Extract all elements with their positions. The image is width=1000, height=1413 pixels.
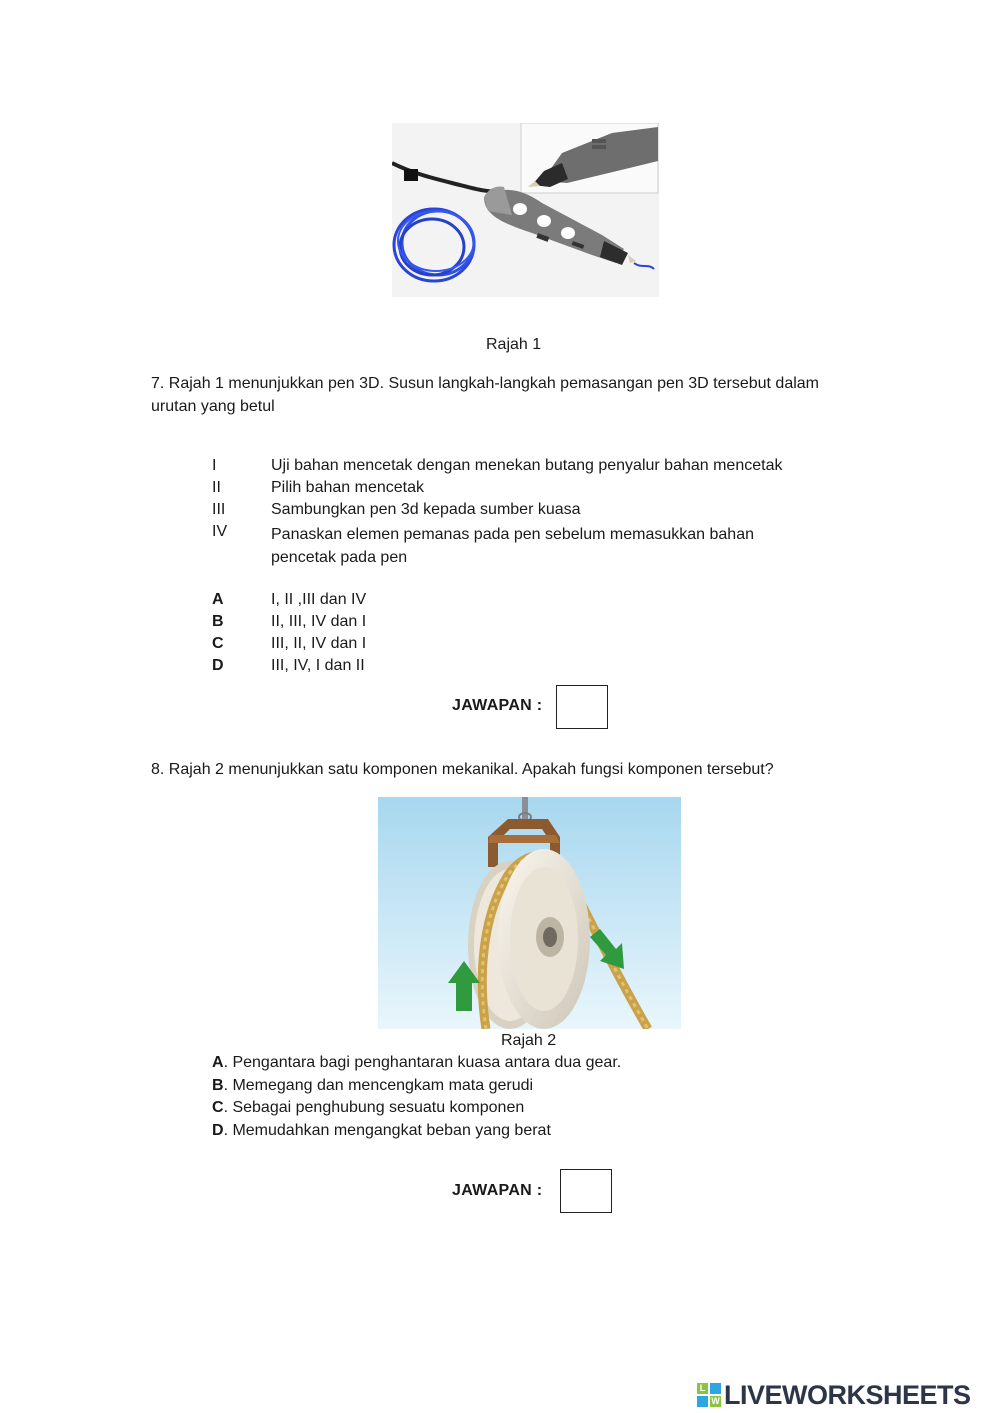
- logo-mark-icon: [697, 1383, 721, 1407]
- option-letter: D: [212, 1121, 224, 1139]
- step-text: Panaskan elemen pemanas pada pen sebelum memasukkan bahan pencetak pada pen: [271, 526, 754, 566]
- logo-text: LIVEWORKSHEETS: [724, 1379, 971, 1410]
- question-8-options: [212, 1054, 812, 1144]
- question-8-answer-label: JAWAPAN :: [452, 1182, 543, 1199]
- option-row[interactable]: [212, 657, 612, 679]
- step-text: Sambungkan pen 3d kepada sumber kuasa: [271, 501, 581, 518]
- option-text: III, IV, I dan II: [271, 657, 365, 674]
- step-text: Pilih bahan mencetak: [271, 479, 424, 496]
- option-text: . Pengantara bagi penghantaran kuasa antara dua gear.: [223, 1054, 622, 1071]
- option-text: II, III, IV dan I: [271, 613, 367, 630]
- option-row[interactable]: [212, 591, 612, 613]
- 3d-pen-illustration: [392, 123, 659, 297]
- step-number: II: [212, 479, 221, 496]
- option-letter: B: [212, 613, 224, 630]
- pulley-illustration: [378, 797, 681, 1029]
- question-7-steps: [212, 457, 832, 569]
- option-row[interactable]: [212, 1077, 812, 1100]
- option-text: . Memegang dan mencengkam mata gerudi: [223, 1076, 534, 1094]
- option-letter: C: [212, 635, 224, 652]
- step-text: Uji bahan mencetak dengan menekan butang penyalur bahan mencetak: [271, 457, 783, 474]
- option-text: III, II, IV dan I: [271, 635, 367, 652]
- question-7-options: [212, 591, 612, 679]
- option-letter: A: [212, 591, 224, 608]
- option-letter: D: [212, 657, 224, 674]
- option-text: . Sebagai penghubung sesuatu komponen: [223, 1099, 525, 1116]
- option-letter: B: [212, 1076, 224, 1094]
- option-row[interactable]: [212, 1054, 812, 1077]
- logo-block: [710, 1383, 721, 1394]
- logo-w-block: W: [711, 1396, 720, 1406]
- step-row: [212, 457, 832, 479]
- step-number: I: [212, 457, 217, 474]
- option-letter: A: [212, 1054, 224, 1071]
- question-7-text: 7. Rajah 1 menunjukkan pen 3D. Susun langkah-langkah pemasangan pen 3D tersebut dalam urutan yang betul: [151, 375, 819, 415]
- question-8-text: 8. Rajah 2 menunjukkan satu komponen mekanikal. Apakah fungsi komponen tersebut?: [151, 761, 774, 778]
- option-letter: C: [212, 1099, 224, 1116]
- option-text: I, II ,III dan IV: [271, 591, 367, 608]
- step-row: [212, 501, 832, 523]
- step-row: [212, 479, 832, 501]
- step-number: III: [212, 501, 226, 518]
- option-row[interactable]: [212, 1099, 812, 1122]
- option-row[interactable]: [212, 635, 612, 657]
- figure-1-caption: Rajah 1: [486, 336, 542, 353]
- question-7-answer-box[interactable]: [556, 685, 608, 729]
- figure-2-image: [378, 797, 681, 1029]
- step-row: [212, 523, 832, 569]
- logo-l-block: L: [697, 1383, 708, 1394]
- logo-block: [697, 1396, 708, 1407]
- question-8-answer-box[interactable]: [560, 1169, 612, 1213]
- liveworksheets-logo: [697, 1378, 971, 1412]
- question-7-answer-label: JAWAPAN :: [452, 697, 543, 714]
- option-text: . Memudahkan mengangkat beban yang berat: [223, 1121, 551, 1139]
- option-row[interactable]: [212, 613, 612, 635]
- figure-1-image: [392, 123, 659, 297]
- figure-2-caption: Rajah 2: [501, 1032, 557, 1049]
- step-number: IV: [212, 523, 228, 540]
- option-row[interactable]: [212, 1122, 812, 1145]
